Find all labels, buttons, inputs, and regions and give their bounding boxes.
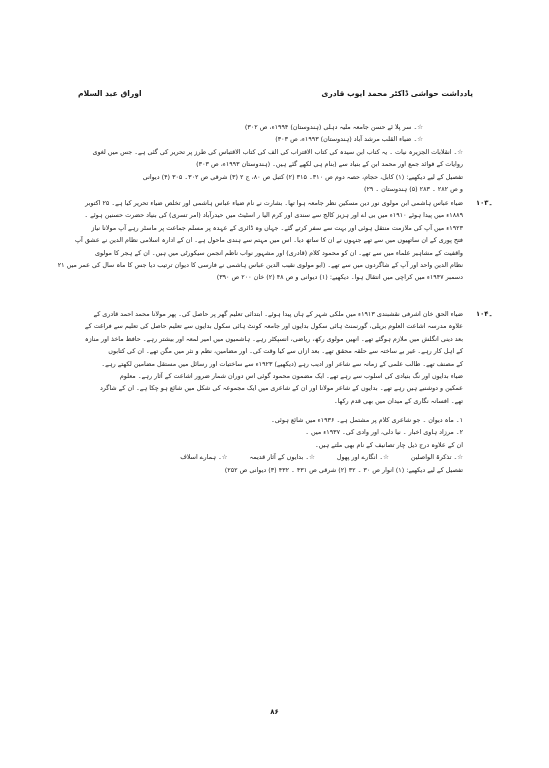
work-title: ☆۔ تذکرۃ الواصلین bbox=[410, 453, 463, 462]
text-line: فتح پوری کے ان ساتھیوں میں سے تھے جنہوں نے ان کا ساتھ دیا۔ اس میں مہتم سے ہندی ماحول ہے۔ ان کے ادارہ اسلامی نظام الدین نے عشق آپ bbox=[75, 236, 463, 245]
text-line: ☆۔ سر پلا ئے حسن جامعہ ملیہ دہلی (ہندوستان) ۱۹۹۴ء، ص ۳۰۲) bbox=[244, 123, 423, 131]
works-row bbox=[78, 451, 463, 463]
text-line: ضیاء الحق خان اشرفی نقشبندی ۱۹۱۳ء میں ملکی شہر کے ہاں پیدا ہوئے۔ ابتدائی تعلیم گھر پر حاصل کی۔ پھر مولانا محمد احمد قادری کے bbox=[93, 310, 463, 318]
text-line: علاوہ مدرسہ اشاعت العلوم بریلی، گورنمنٹ ہائی سکول بدایوں اور جامعہ کونٹ ہائی سکول بدایوں سے تعلیم حاصل کی تعلیم سے فراغت کے bbox=[84, 322, 463, 331]
text-line: کے اہل کار رہے۔ غیر بے ساختہ سے حلقہ محقق تھے۔ بعد ازاں سے کیا وقت کی۔ اور مضامین، نظم و نثر میں مگن تھے۔ ان کی کتابوں bbox=[108, 347, 463, 356]
running-title-right: یادداشت حواشی ڈاکٹر محمد ایوب قادری bbox=[321, 88, 473, 98]
text-line: ان کے علاوہ درج ذیل چار تصانیف کے نام بھی ملتے ہیں۔ bbox=[314, 440, 463, 449]
text-line: تھے۔ افسانہ نگاری کے میدان میں بھی قدم رکھا۔ bbox=[333, 396, 463, 405]
entry-paragraph bbox=[57, 197, 463, 284]
text-line: ۱۹۲۳ء میں آپ کی ملازمت منتقل ہوئی اور بہت سے سفر کرتے گئے۔ جہاں وہ ڈائری کے عہدہ پر مسلم جماعت پر ماسٹر رہے آپ مولانا نیاز bbox=[91, 223, 463, 232]
text-line: کے مصنف تھے۔ طالب علمی کے زمانہ سے شاعر اور ادیب رہے (دیکھیے) ۱۹۲۳ء سے ساختیات اور رسائل میں مستقل مضامین لکھتے رہے۔ bbox=[101, 359, 463, 368]
text-line: ☆۔ انقلابات الجزیرہ نیات ۔ یہ کتاب ابن سیدہ کی کتاب الاقتراب کی الف کی کتاب الاقتباس کی طرز پر تحریر کی گئی ہے۔ جس میں لغوی bbox=[92, 147, 463, 156]
page-header bbox=[78, 86, 473, 100]
text-line: ضیاء عباس ہاشمی ابن مولوی نور دین مسکین نظر جامعہ ہوا تھا۔ بشارت نے نام ضیاء عباس ہاشمی اور تخلص ضیاء تحریر کیا ہے۔ ۲۵ اکتوبر bbox=[85, 199, 463, 207]
text-line: و ص ۲۸۲ ۔ ۲۸۳ (۵) ہندوستان ۔ ۲۹) bbox=[363, 185, 463, 194]
page-number: ۸۶ bbox=[270, 708, 279, 716]
works-list-block bbox=[78, 414, 463, 476]
entry-paragraph bbox=[78, 308, 463, 407]
work-title: ☆۔ بدایوں کے آثار قدیمہ bbox=[249, 453, 315, 462]
reference-line: تفصیل کے لیے دیکھیے: (۱) انوار ص ۳۰ ۔ ۳۲ (۲) شرقی ص ۴۳۱ ۔ ۴۳۲ (۳) دیوانی ص ۲۵۲) bbox=[224, 465, 463, 474]
text-line: واقفیت کے مشاہیر علماء میں سے تھے۔ ان کو محمود کلام (قادری) اور مشہور نواب ناظم انجمن سیکورٹی میں ہیں۔ ان کے ہجر کا مولوی bbox=[94, 248, 463, 257]
text-line: عمکین و دوشنبے ہیں رہے تھے۔ بدایوں کے شاعر مولانا اور ان کے شاعری میں ایک مجموعہ کی شکل میں شائع ہو چکا ہے۔ ان کے شاگرد bbox=[99, 384, 463, 393]
running-title-left: اوراق عبد السلام bbox=[78, 88, 142, 98]
text-line: ۲۔ مرزاد ہاوی اخبار ۔ نیا دلی، اور وادی کی۔ ۱۹۳۷ء میں ۔ bbox=[305, 428, 463, 437]
work-title: ☆۔ انگارے اور پھول bbox=[336, 453, 389, 462]
text-line: ضیاء بدایوں اور نگ بنیادی کی اسلوب سے رہے تھے۔ ایک مضمون محمود گوئی اس دوران شمار ضرور اشاعت کے آثار رہے۔ معلوم bbox=[119, 372, 463, 381]
text-line: ۱۸۸۹ء میں پیدا ہوئے ۱۹۱۰ء میں بی اے اور ہزیز کالج سے سندی اور کرم الیا ر اسٹیٹ میں حیدرآباد (امر تسری) کی بنیاد حضرت حسنین ہوئے ۔ bbox=[84, 211, 463, 220]
top-bibliography-block bbox=[78, 121, 463, 195]
text-line: تفصیل کے لیے دیکھیے: (۱) کابل، حجام، حصہ دوم ص ۳۱۰۔ ۳۱۵ (۲) کتبل ص ۸۰، ج ۲ (۳) شرقی ص ۳۰۲۔ ۳۰۵ (۴) دیوانی bbox=[142, 172, 463, 181]
entry-number: ۱۰۴۔ bbox=[476, 310, 493, 318]
text-line: نظام الدین واحد اور آپ کے شاگردوں میں سے تھے۔ (ابو مولوی نقیب الدین عباس ہاشمی نے فارسی کا دیوان ترتیب دیا جس کا ماہ سال کی عمر میں ۲۱ bbox=[57, 261, 463, 270]
text-line: دسمبر ۱۹۴۷ء میں کراچی میں انتقال ہوا۔ دیکھیے: (۱) دیوانی و ص ۴۸ (۲) خان ۲۰۰ ص ۳۹۰) bbox=[216, 273, 463, 282]
work-title: ☆۔ ہمارے اسلاف bbox=[180, 453, 228, 462]
text-line: بعد دینی انگلش میں ملازم ہوگئے تھے۔ انھیں مولوی رکھ، ریاضی، انسپکٹر رہے۔ ہاشمیوں میں امیر لمعہ اور بیشتر رہے۔ حافظ ماخذ اور منازہ bbox=[84, 334, 463, 343]
text-line: ۱۔ ماہ دیوان ۔ جو شاعری کلام پر مشتمل ہے۔ ۱۹۳۶ء میں شائع ہوئی۔ bbox=[270, 416, 463, 424]
text-line: ☆۔ ضیاء القلب مرشد آباد (ہندوستان) ۱۹۹۳ء، ص ۳۰۳) bbox=[275, 135, 423, 144]
text-line: روایات کے فوائد جمع اور محمد ابن کے بنیاد سے (بنام ہی لکھے گئے ہیں۔ (ہندوستان ۱۹۹۳ء، ص ۳۰۳) bbox=[196, 160, 463, 169]
entry-number: ۱۰۳۔ bbox=[476, 199, 493, 207]
